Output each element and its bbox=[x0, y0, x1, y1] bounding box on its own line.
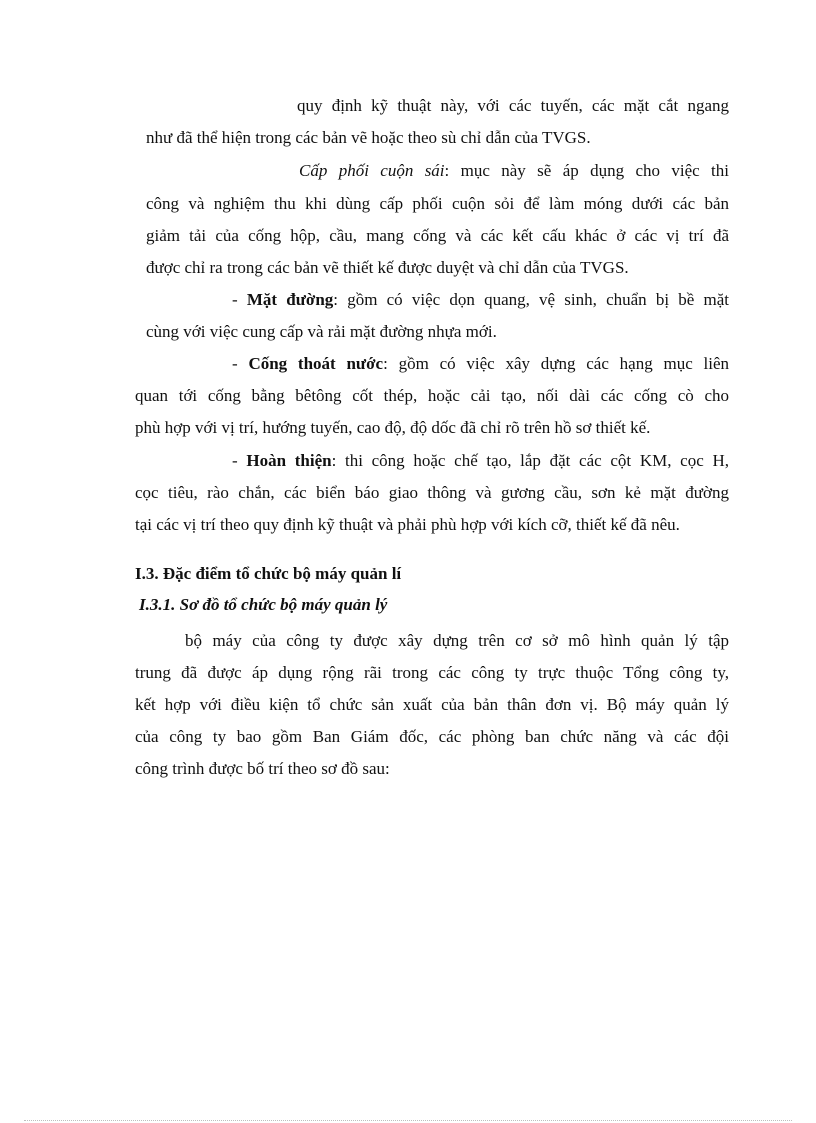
para4-line3: phù hợp với vị trí, hướng tuyến, cao độ, độ dốc đã chỉ rõ trên hồ sơ thiết kế. bbox=[135, 418, 651, 437]
para6-line5: công trình được bố trí theo sơ đồ sau: bbox=[135, 759, 390, 778]
subsection-heading: I.3.1. Sơ đồ tổ chức bộ máy quản lý bbox=[139, 595, 388, 614]
para5-line1 bbox=[232, 451, 729, 471]
para4-line1-rest: : gồm có việc xây dựng các hạng mục liên bbox=[383, 354, 729, 373]
para5-line1-rest: : thi công hoặc chế tạo, lắp đặt các cột KM, cọc H, bbox=[331, 451, 729, 470]
para2-line2: công và nghiệm thu khi dùng cấp phối cuộn sỏi để làm móng dưới các bản bbox=[146, 194, 729, 213]
para2-term: Cấp phối cuộn sái bbox=[299, 161, 445, 180]
para6-line1: bộ máy của công ty được xây dựng trên cơ sở mô hình quản lý tập bbox=[185, 631, 729, 650]
page-bottom-rule bbox=[24, 1120, 792, 1121]
para1-line2: như đã thể hiện trong các bản vẽ hoặc theo sù chỉ dẫn của TVGS. bbox=[146, 128, 591, 147]
para4-term: Cống thoát nước bbox=[248, 354, 384, 373]
para3-line1-rest: : gồm có việc dọn quang, vệ sinh, chuẩn bị bề mặt bbox=[333, 290, 729, 309]
para5-dash: - bbox=[232, 451, 247, 470]
para5-term: Hoàn thiện bbox=[246, 451, 332, 470]
para3-line2: cùng với việc cung cấp và rải mặt đường nhựa mới. bbox=[146, 322, 497, 341]
para3-line1 bbox=[232, 290, 729, 310]
para6-line3: kết hợp với điều kiện tổ chức sản xuất của bản thân đơn vị. Bộ máy quản lý bbox=[135, 695, 729, 714]
para4-line2: quan tới cống bằng bêtông cốt thép, hoặc cải tạo, nối dài các cống cò cho bbox=[135, 386, 729, 405]
para3-dash: - bbox=[232, 290, 247, 309]
para6-line4: của công ty bao gồm Ban Giám đốc, các phòng ban chức năng và các đội bbox=[135, 727, 729, 746]
para2-line1 bbox=[299, 161, 729, 181]
para1-line1: quy định kỹ thuật này, với các tuyến, các mặt cắt ngang bbox=[297, 96, 729, 115]
para5-line3: tại các vị trí theo quy định kỹ thuật và phải phù hợp với kích cỡ, thiết kế đã nêu. bbox=[135, 515, 680, 534]
para4-line1 bbox=[232, 354, 729, 374]
para2-line4: được chỉ ra trong các bản vẽ thiết kế được duyệt và chỉ dẫn của TVGS. bbox=[146, 258, 629, 277]
para5-line2: cọc tiêu, rào chắn, các biển báo giao thông và gương cầu, sơn kẻ mặt đường bbox=[135, 483, 729, 502]
para4-dash: - bbox=[232, 354, 249, 373]
para3-term: Mặt đường bbox=[246, 290, 334, 309]
section-heading: I.3. Đặc điểm tổ chức bộ máy quản lí bbox=[135, 564, 402, 583]
para2-line1-rest: : mục này sẽ áp dụng cho việc thi bbox=[444, 161, 729, 180]
para6-line2: trung đã được áp dụng rộng rãi trong các công ty trực thuộc Tổng công ty, bbox=[135, 663, 729, 682]
para2-line3: giảm tải của cống hộp, cầu, mang cống và các kết cấu khác ở các vị trí đã bbox=[146, 226, 729, 245]
